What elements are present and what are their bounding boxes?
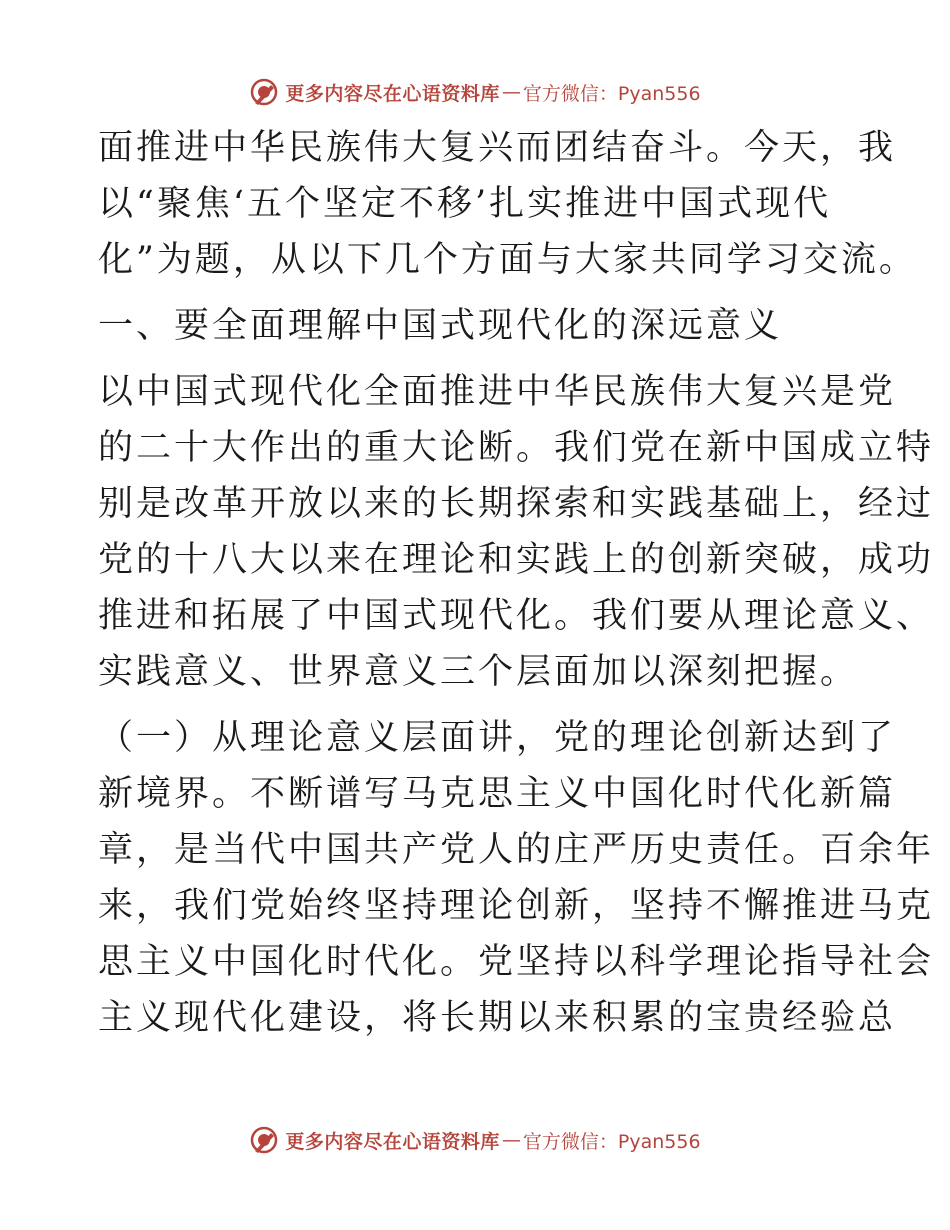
text-line: 主义现代化建设，将长期以来积累的宝贵经验总	[98, 998, 897, 1038]
pen-seal-logo-icon	[249, 77, 279, 107]
text-line: 面推进中华民族伟大复兴而团结奋斗。今天，我	[98, 128, 897, 168]
text-line: （一）从理论意义层面讲，党的理论创新达到了	[98, 718, 897, 758]
footer-banner	[0, 1120, 950, 1160]
banner-wechat: 官方微信：Pyan556	[522, 1130, 701, 1153]
document-body	[98, 120, 935, 1046]
header-banner	[0, 72, 950, 112]
text-line: 党的十八大以来在理论和实践上的创新突破，成功	[98, 540, 935, 580]
text-line: 新境界。不断谱写马克思主义中国化时代化新篇	[98, 774, 897, 814]
text-line: 思主义中国化时代化。党坚持以科学理论指导社会	[98, 942, 935, 982]
text-line: 以中国式现代化全面推进中华民族伟大复兴是党	[98, 372, 897, 412]
banner-text: 更多内容尽在心语资料库	[285, 82, 500, 105]
banner-wechat: 官方微信：Pyan556	[522, 82, 701, 105]
text-line: 以“聚焦‘五个坚定不移’扎实推进中国式现代	[98, 184, 832, 224]
text-line: 化”为题，从以下几个方面与大家共同学习交流。	[98, 240, 917, 280]
text-line: 实践意义、世界意义三个层面加以深刻把握。	[98, 652, 859, 692]
text-line: 章，是当代中国共产党人的庄严历史责任。百余年	[98, 830, 935, 870]
banner-dash: —	[501, 81, 521, 103]
pen-seal-logo-icon	[249, 1125, 279, 1155]
banner-dash: —	[501, 1129, 521, 1151]
section-heading: 一、要全面理解中国式现代化的深远意义	[98, 306, 783, 346]
text-line: 别是改革开放以来的长期探索和实践基础上，经过	[98, 484, 935, 524]
text-line: 的二十大作出的重大论断。我们党在新中国成立特	[98, 428, 935, 468]
banner-text: 更多内容尽在心语资料库	[285, 1130, 500, 1153]
text-line: 推进和拓展了中国式现代化。我们要从理论意义、	[98, 596, 935, 636]
text-line: 来，我们党始终坚持理论创新，坚持不懈推进马克	[98, 886, 935, 926]
